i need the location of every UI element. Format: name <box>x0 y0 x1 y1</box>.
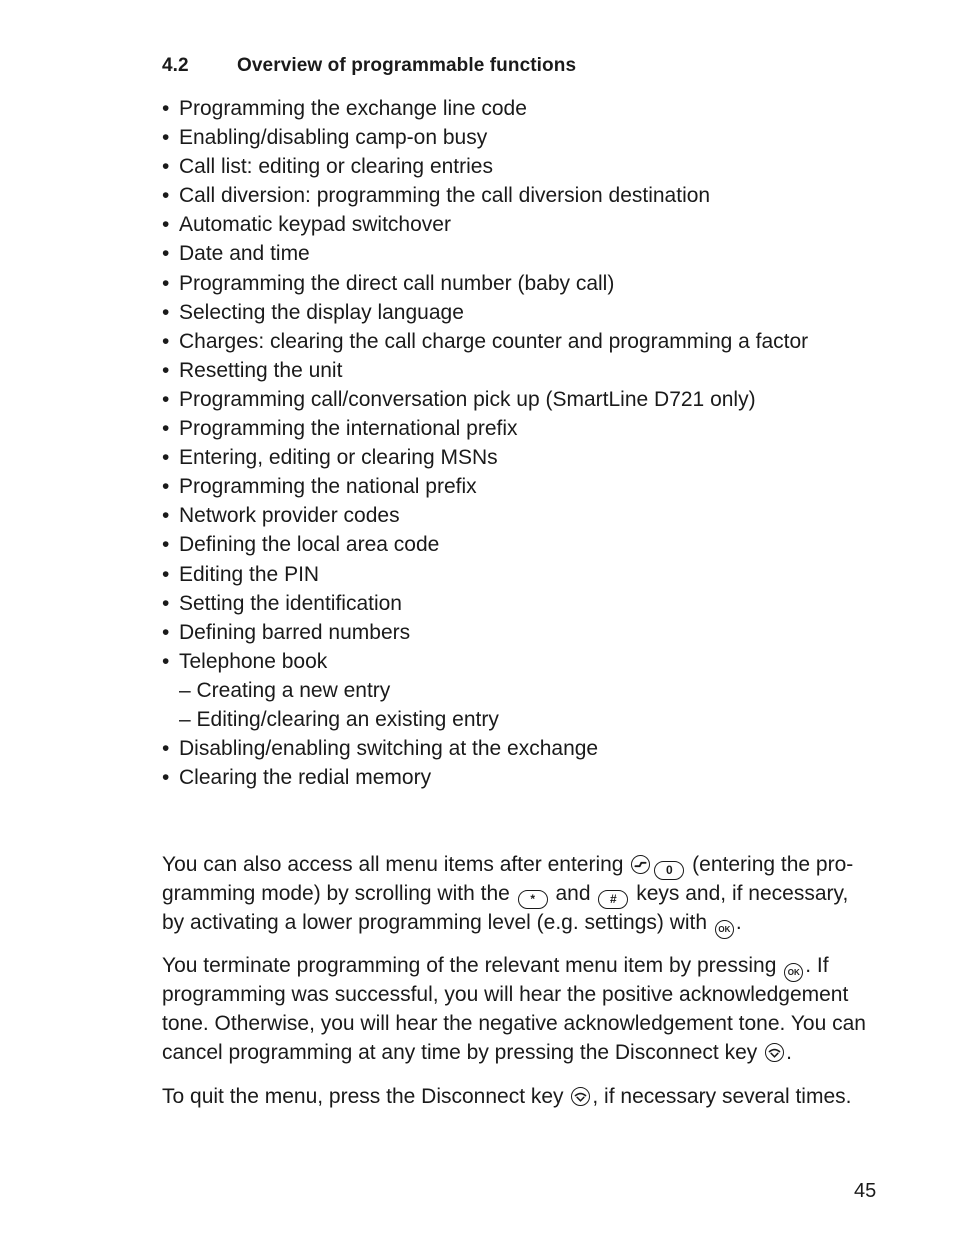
ok-key-icon: OK <box>784 963 803 982</box>
para1-text-6: by activating a lower programming level (e.g. settings) with <box>162 911 708 934</box>
list-item-text: Defining the local area code <box>179 533 440 557</box>
para2-text-2: . If <box>805 954 829 977</box>
list-item-text: Network provider codes <box>179 504 400 528</box>
list-item-text: Programming the exchange line code <box>179 97 527 120</box>
list-item <box>162 589 808 618</box>
para1-text-3: gramming mode) by scrolling with the <box>162 882 510 905</box>
bullet-icon: • <box>162 766 170 790</box>
list-item-text: Setting the identification <box>179 591 402 615</box>
list-item <box>162 152 808 181</box>
bullet-icon: • <box>162 242 170 266</box>
handset-key-icon <box>631 855 650 874</box>
list-item <box>162 239 808 268</box>
para3-text-1: To quit the menu, press the Disconnect key <box>162 1085 564 1108</box>
list-item-text: Programming the international prefix <box>179 417 518 441</box>
para1-text-2: (entering the pro- <box>692 853 854 876</box>
list-item-text: Enabling/disabling camp-on busy <box>179 126 488 150</box>
list-item-text: Programming call/conversation pick up (SmartLine D721 only) <box>179 387 756 411</box>
list-item-text: Automatic keypad switchover <box>179 213 451 237</box>
paragraph-quit <box>162 1082 862 1111</box>
list-item-text: Programming the national prefix <box>179 475 477 499</box>
bullet-icon: • <box>162 300 170 324</box>
list-item-text: Editing the PIN <box>179 562 320 586</box>
para1-text-4: and <box>555 882 591 905</box>
bullet-icon: • <box>162 446 170 470</box>
section-number: 4.2 <box>162 55 189 76</box>
sub-list-item <box>162 705 808 734</box>
list-item-text: Charges: clearing the call charge counter and programming a factor <box>179 329 809 353</box>
list-item-text: Telephone book <box>179 649 328 673</box>
list-item <box>162 123 808 152</box>
list-item <box>162 356 808 385</box>
list-item <box>162 269 808 298</box>
list-item <box>162 327 808 356</box>
bullet-icon: • <box>162 475 170 499</box>
bullet-icon: • <box>162 271 170 295</box>
bullet-icon: • <box>162 417 170 441</box>
list-item-text: Resetting the unit <box>179 358 343 382</box>
para1-text-5: keys and, if necessary, <box>636 882 849 905</box>
list-item <box>162 647 808 676</box>
list-item <box>162 210 808 239</box>
list-item <box>162 385 808 414</box>
list-item <box>162 560 808 589</box>
list-item <box>162 763 808 792</box>
bullet-icon: • <box>162 737 170 761</box>
list-item <box>162 472 808 501</box>
sub-list-item <box>162 676 808 705</box>
list-item <box>162 414 808 443</box>
bullet-icon: • <box>162 387 170 411</box>
bullet-icon: • <box>162 213 170 237</box>
list-item <box>162 618 808 647</box>
disconnect-key-icon <box>765 1043 784 1062</box>
para2-text-1: You terminate programming of the relevant menu item by pressing <box>162 954 777 977</box>
bullet-icon: • <box>162 97 170 120</box>
list-item <box>162 530 808 559</box>
list-item-text: Entering, editing or clearing MSNs <box>179 446 498 470</box>
hash-key-icon: # <box>598 890 628 909</box>
section-title: Overview of programmable functions <box>237 55 577 76</box>
bullet-icon: • <box>162 358 170 382</box>
paragraph-terminate <box>162 951 866 1067</box>
ok-key-icon: OK <box>715 920 734 939</box>
list-item <box>162 443 808 472</box>
bullet-icon: • <box>162 126 170 150</box>
para2-text-4: cancel programming at any time by pressing the Disconnect key <box>162 1041 758 1064</box>
bullet-icon: • <box>162 562 170 586</box>
list-item <box>162 298 808 327</box>
para2-line-3: tone. Otherwise, you will hear the negative acknowledgement tone. You can <box>162 1012 866 1035</box>
para2-text-5: . <box>786 1041 792 1064</box>
para1-text-7: . <box>735 911 742 934</box>
bullet-icon: • <box>162 184 170 208</box>
list-item-text: Call list: editing or clearing entries <box>179 155 493 179</box>
list-item-text: Date and time <box>179 242 310 266</box>
para3-text-2: , if necessary several times. <box>592 1085 852 1108</box>
list-item-text: Programming the direct call number (baby call) <box>179 271 615 295</box>
zero-key-icon: 0 <box>654 861 684 880</box>
bullet-icon: • <box>162 329 170 353</box>
bullet-icon: • <box>162 533 170 557</box>
sub-list-item-text: – Creating a new entry <box>179 678 391 702</box>
bullet-icon: • <box>162 649 170 673</box>
list-item-text: Disabling/enabling switching at the exchange <box>179 737 599 761</box>
paragraph-access-menu <box>162 850 862 937</box>
list-item-text: Call diversion: programming the call diversion destination <box>179 184 711 208</box>
list-item <box>162 181 808 210</box>
star-key-icon: * <box>518 890 548 909</box>
sub-list-item-text: – Editing/clearing an existing entry <box>179 707 499 731</box>
bullet-icon: • <box>162 591 170 615</box>
list-item <box>162 501 808 530</box>
bullet-icon: • <box>162 620 170 644</box>
para1-text-1: You can also access all menu items after entering <box>162 853 624 876</box>
page-number: 45 <box>854 1180 877 1202</box>
disconnect-key-icon <box>571 1087 590 1106</box>
list-item <box>162 94 808 123</box>
list-item-text: Clearing the redial memory <box>179 766 432 790</box>
function-list <box>162 94 808 792</box>
list-item-text: Defining barred numbers <box>179 620 411 644</box>
bullet-icon: • <box>162 155 170 179</box>
bullet-icon: • <box>162 504 170 528</box>
para2-line-2: programming was successful, you will hear the positive acknowledgement <box>162 983 849 1006</box>
list-item-text: Selecting the display language <box>179 300 464 324</box>
list-item <box>162 734 808 763</box>
